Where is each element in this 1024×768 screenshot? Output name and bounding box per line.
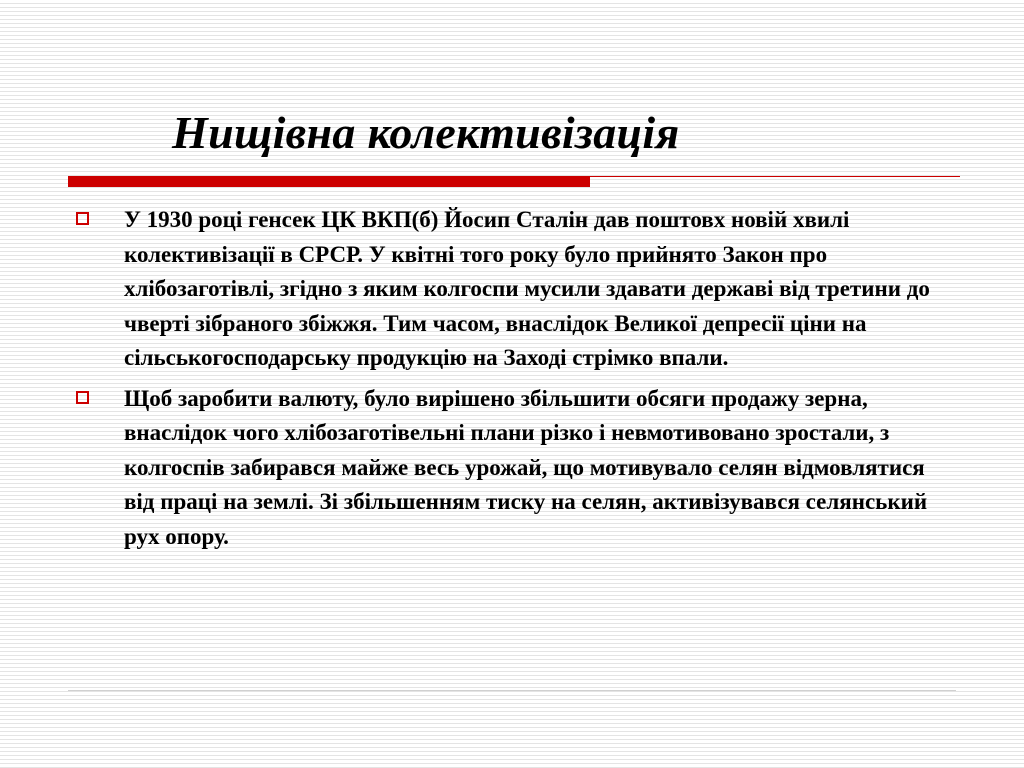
title-underline-thin (590, 176, 960, 177)
bullet-text: Щоб заробити валюту, було вирішено збільшити обсяги продажу зерна, внаслідок чого хлібозаготівельні плани різко і невмотивовано зростали, з колгоспів забирався майже весь урожай, що мотивувало селян відмовлятися від праці на землі. Зі збільшенням тиску на селян, активізувався селянський рух опору. (124, 385, 928, 549)
bullet-item (76, 203, 956, 376)
hollow-square-bullet-icon (76, 391, 89, 404)
title-underline-thick (68, 176, 590, 187)
footer-divider (68, 690, 956, 691)
bullet-list (76, 203, 956, 560)
hollow-square-bullet-icon (76, 212, 89, 225)
bullet-item (76, 382, 956, 555)
slide-title: Нищівна колективізація (172, 107, 680, 158)
bullet-text: У 1930 році генсек ЦК ВКП(б) Йосип Сталін дав поштовх новій хвилі колективізації в СРСР. У квітні того року було прийнято Закон про хлібозаготівлі, згідно з яким колгоспи мусили здавати державі від третини до чверті зібраного збіжжя. Тим часом, внаслідок Великої депресії ціни на сільськогосподарську продукцію на Заході стрімко впали. (124, 207, 930, 370)
